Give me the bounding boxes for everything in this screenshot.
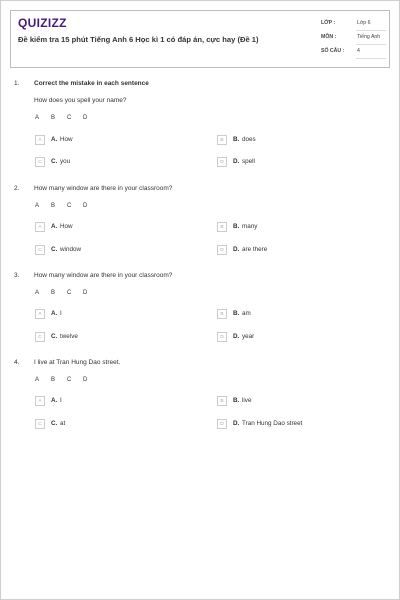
option-text: window [60,246,81,253]
option-key: D. [233,420,240,427]
grade-underline [356,30,386,31]
option-text: year [242,333,255,340]
question-number: 4. [14,359,20,366]
option-checkbox[interactable]: B [217,309,227,319]
letter-b: B [51,203,56,209]
option-text: are there [242,246,268,253]
answer-letters [35,115,99,121]
subject-field [311,32,391,45]
option-checkbox[interactable]: A [35,222,45,232]
option-key: A. [51,136,58,143]
option-text: I [60,397,62,404]
letter-d: D [83,115,88,121]
option-text: How [60,136,73,143]
option-checkbox[interactable]: A [35,309,45,319]
subject-underline [356,44,386,45]
question-text: How many window are there in your classroom? [34,272,173,279]
option-text: at [60,420,66,427]
question-count-value: 4 [357,48,360,54]
option-key: C. [51,246,58,253]
answer-letters [35,290,99,296]
grade-label: LỚP : [321,20,336,26]
letter-c: C [67,115,72,121]
option-checkbox[interactable]: A [35,396,45,406]
answer-letters [35,203,99,209]
letter-b: B [51,377,56,383]
option-checkbox[interactable]: B [217,222,227,232]
letter-c: C [67,203,72,209]
option-text: live [242,397,252,404]
option-key: D. [233,333,240,340]
option-text: spell [242,158,255,165]
option-key: C. [51,333,58,340]
option-checkbox[interactable]: D [217,332,227,342]
letter-a: A [35,115,40,121]
question-sentence: How does you spell your name? [34,97,127,104]
option-key: A. [51,310,58,317]
option-checkbox[interactable]: D [217,245,227,255]
question-number: 3. [14,272,20,279]
letter-b: B [51,115,56,121]
option-text: does [242,136,256,143]
option-text: twelve [60,333,78,340]
subject-label: MÔN : [321,34,337,40]
question-count-underline [356,58,386,59]
question-count-label: SỐ CÂU : [321,48,345,54]
option-text: I [60,310,62,317]
option-checkbox[interactable]: C [35,157,45,167]
option-key: B. [233,397,240,404]
option-key: C. [51,158,58,165]
letter-a: A [35,203,40,209]
letter-d: D [83,290,88,296]
option-checkbox[interactable]: C [35,245,45,255]
answer-letters [35,377,99,383]
letter-b: B [51,290,56,296]
option-text: am [242,310,251,317]
option-key: D. [233,246,240,253]
letter-c: C [67,377,72,383]
question-number: 1. [14,80,20,87]
subject-value: Tiếng Anh [357,34,381,40]
letter-d: D [83,203,88,209]
question-text: How many window are there in your classroom? [34,185,173,192]
question-text: I live at Tran Hung Dao street. [34,359,121,366]
option-key: A. [51,223,58,230]
option-key: B. [233,223,240,230]
option-key: B. [233,136,240,143]
option-key: A. [51,397,58,404]
question-number: 2. [14,185,20,192]
option-checkbox[interactable]: B [217,135,227,145]
option-key: B. [233,310,240,317]
option-key: D. [233,158,240,165]
grade-value: Lớp 6 [357,20,371,26]
exam-title: Đề kiểm tra 15 phút Tiếng Anh 6 Học kì 1 có đáp án, cực hay (Đề 1) [18,35,259,44]
option-checkbox[interactable]: D [217,157,227,167]
letter-c: C [67,290,72,296]
option-text: you [60,158,71,165]
grade-field [311,18,391,31]
option-checkbox[interactable]: D [217,419,227,429]
worksheet-header [10,10,390,68]
letter-a: A [35,290,40,296]
letter-a: A [35,377,40,383]
letter-d: D [83,377,88,383]
option-text: Tran Hung Dao street [242,420,303,427]
option-checkbox[interactable]: B [217,396,227,406]
option-key: C. [51,420,58,427]
option-text: How [60,223,73,230]
option-checkbox[interactable]: A [35,135,45,145]
option-text: many [242,223,258,230]
quizizz-logo: QUIZIZZ [18,16,67,30]
question-count-field [311,46,391,59]
question-instruction: Correct the mistake in each sentence [34,80,149,87]
option-checkbox[interactable]: C [35,419,45,429]
option-checkbox[interactable]: C [35,332,45,342]
